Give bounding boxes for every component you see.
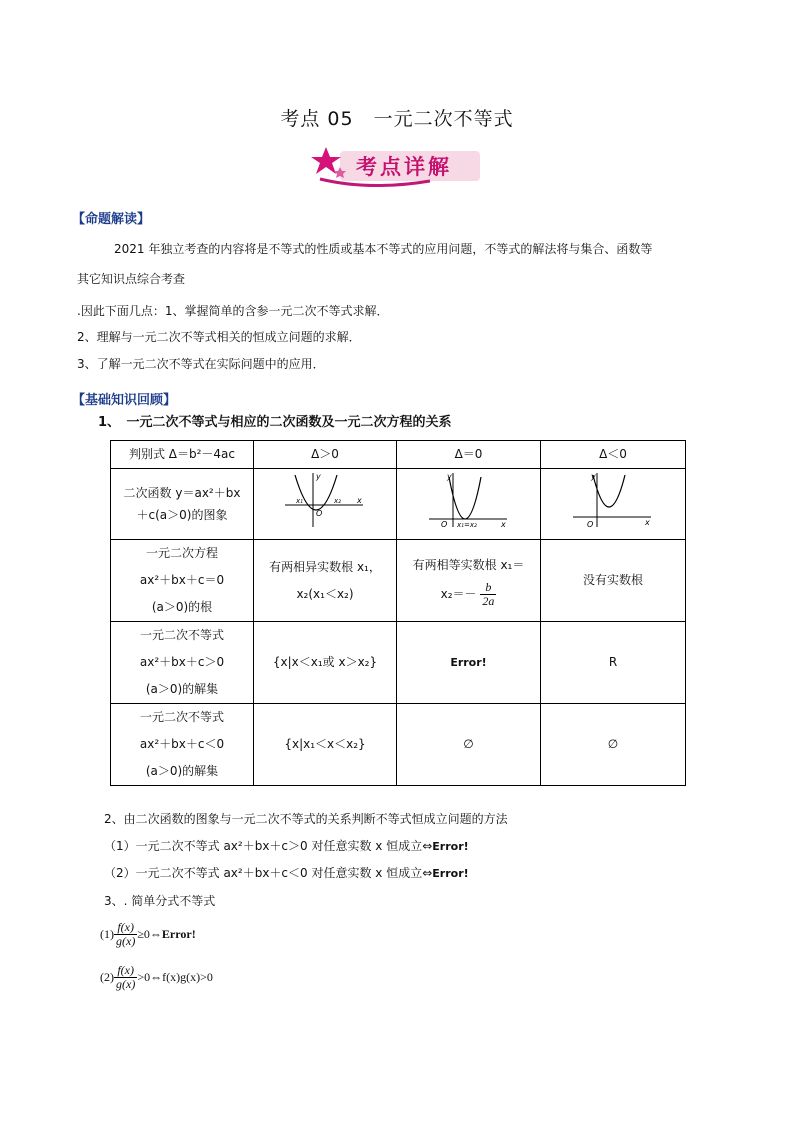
graph-cell-no-root (541, 469, 686, 540)
value-cell: {x|x₁＜x＜x₂} (254, 704, 397, 786)
fraction-b-over-2a: $\frac{b}{2a}$ (482, 580, 495, 608)
svg-text:x: x (645, 518, 650, 527)
badge-text: 考点详解 (356, 155, 452, 179)
fraction-ineq-2: (2) $\frac{f(x)}{g(x)}$ >0⇔f(x)g(x)>0 (100, 963, 213, 991)
value-cell: R (541, 622, 686, 704)
method-line-3: （2）一元二次不等式 ax²＋bx＋c＜0 对任意实数 x 恒成立⇔Error! (104, 866, 469, 880)
value-cell: 有两相等实数根 x₁＝ x₂＝－ $\frac{b}{2a}$ (397, 540, 541, 622)
table-row (111, 540, 686, 622)
section-head-mingti: 【命题解读】 (72, 212, 151, 227)
relation-table (110, 440, 686, 786)
table-row (111, 469, 686, 540)
value-cell: ∅ (541, 704, 686, 786)
intro-line-5: 3、了解一元二次不等式在实际问题中的应用． (77, 357, 325, 371)
fraction-ineq-heading: 3、. 简单分式不等式 (104, 894, 216, 908)
svg-text:O: O (316, 509, 323, 518)
star-icon (311, 147, 341, 174)
parabola-no-root-graph (571, 469, 655, 529)
value-cell: ∅ (397, 704, 541, 786)
table-row (111, 441, 686, 469)
value-cell: {x|x＜x₁或 x＞x₂} (254, 622, 397, 704)
value-cell: 有两相异实数根 x₁， x₂(x₁＜x₂) (254, 540, 397, 622)
intro-line-4: 2、理解与一元二次不等式相关的恒成立问题的求解． (77, 330, 361, 344)
label-cell: 一元二次不等式 ax²＋bx＋c＞0 (a＞0)的解集 (111, 622, 254, 704)
svg-text:O: O (440, 520, 447, 529)
method-line-2: （1）一元二次不等式 ax²＋bx＋c＞0 对任意实数 x 恒成立⇔Error! (104, 839, 469, 853)
parabola-one-root-graph (427, 469, 511, 529)
value-cell: Error! (397, 622, 541, 704)
label-cell: 一元二次不等式 ax²＋bx＋c＜0 (a＞0)的解集 (111, 704, 254, 786)
intro-line-3: .因此下面几点：1、掌握简单的含参一元二次不等式求解． (77, 304, 389, 318)
svg-text:x₂: x₂ (334, 497, 341, 505)
table-row (111, 704, 686, 786)
header-cell: Δ＝0 (397, 441, 541, 469)
svg-text:x: x (500, 520, 506, 529)
svg-text:y: y (446, 472, 452, 481)
fraction-ineq-1: (1) $\frac{f(x)}{g(x)}$ ≥0⇔Error! (100, 920, 196, 948)
graph-cell-one-root (397, 469, 541, 540)
badge-graphic (310, 145, 482, 189)
header-cell: Δ＞0 (254, 441, 397, 469)
svg-text:x₁: x₁ (296, 497, 303, 505)
graph-cell-two-roots (254, 469, 397, 540)
svg-text:y: y (591, 472, 596, 481)
svg-text:x₁=x₂: x₁=x₂ (456, 521, 477, 529)
header-cell: 判别式 Δ＝b²－4ac (111, 441, 254, 469)
section-badge (310, 145, 482, 189)
fraction-f-over-g: $\frac{f(x)}{g(x)}$ (116, 920, 136, 948)
header-cell: Δ＜0 (541, 441, 686, 469)
table-row (111, 622, 686, 704)
label-cell: 一元二次方程 ax²＋bx＋c＝0 (a＞0)的根 (111, 540, 254, 622)
section-head-jichu: 【基础知识回顾】 (72, 393, 177, 408)
intro-line-2: 其它知识点综合考查 (77, 272, 186, 286)
svg-text:x: x (357, 496, 362, 505)
subhead-1: 1、 一元二次不等式与相应的二次函数及一元二次方程的关系 (98, 415, 452, 430)
method-line-1: 2、由二次函数的图象与一元二次不等式的关系判断不等式恒成立问题的方法 (104, 812, 508, 826)
page-title: 考点 05 一元二次不等式 (280, 108, 514, 130)
svg-text:y: y (316, 472, 321, 481)
fraction-f-over-g: $\frac{f(x)}{g(x)}$ (116, 963, 136, 991)
value-cell: 没有实数根 (541, 540, 686, 622)
svg-text:O: O (587, 520, 594, 529)
intro-line-1: 2021 年独立考查的内容将是不等式的性质或基本不等式的应用问题，不等式的解法将与集合、函数等 (114, 242, 653, 256)
label-cell: 二次函数 y＝ax²＋bx ＋c(a＞0)的图象 (111, 469, 254, 540)
parabola-two-roots-graph (283, 469, 367, 529)
